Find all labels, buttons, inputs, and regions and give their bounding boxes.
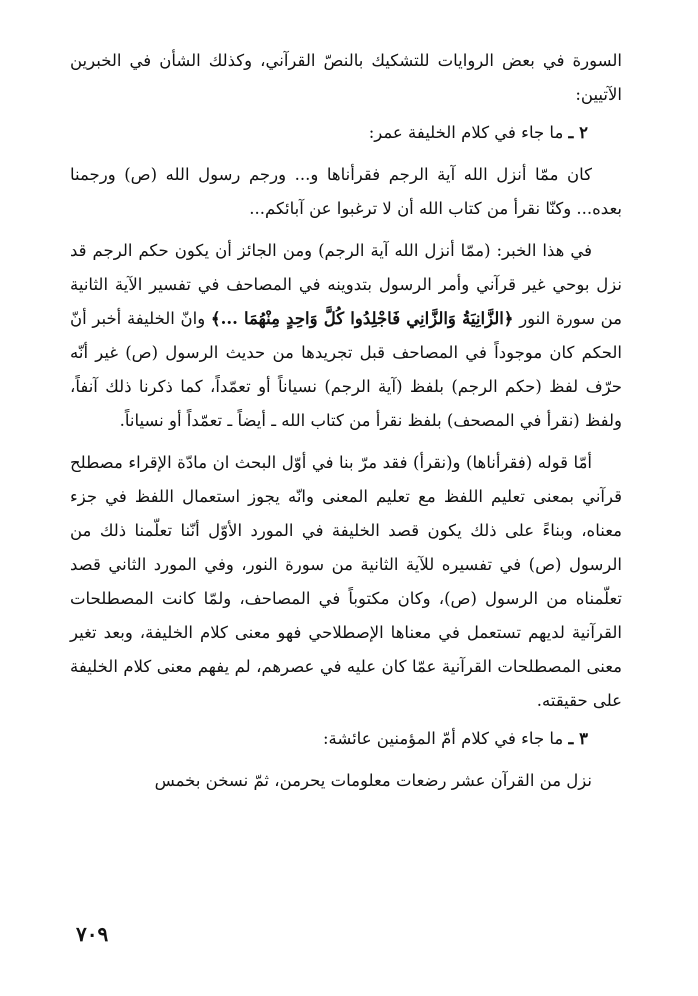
paragraph-aisha-text: نزل من القرآن عشر رضعات معلومات يحرمن، ثمّ نسخن بخمس <box>154 771 592 790</box>
section-heading-2 <box>70 116 622 150</box>
paragraph-iqra-text: أمّا قوله (فقرأناها) و(نقرأ) فقد مرّ بنا في أوّل البحث ان مادّة الإقراء مصطلح قرآني بمعنى تعليم اللفظ مع تعليم المعنى وانّه يجوز استعمال اللفظ في جزء معناه، وبناءً على ذلك يكون قصد الخليفة في المورد الأوّل أنّنا تعلّمنا ذلك من الرسول (ص) في تفسيره للآية الثانية من سورة النور، وفي المورد الثاني قصد تعلّمناه من الرسول (ص)، وكان مكتوباً في المصاحف، ولمّا كانت المصطلحات القرآنية لديهم تستعمل في معناها الإصطلاحي فهو معنى كلام الخليفة، وبعد تغير معنى المصطلحات القرآنية عمّا كان عليه في عصرهم، لم يفهم معنى كلام الخليفة على حقيقته. <box>70 453 622 710</box>
section-title-3: ما جاء في كلام أمّ المؤمنين عائشة: <box>322 729 564 748</box>
paragraph-iqra <box>70 446 622 718</box>
paragraph-intro: السورة في بعض الروايات للتشكيك بالنصّ القرآني، وكذلك الشأن في الخبرين الآتيين: <box>70 51 622 104</box>
quote-omar-text: كان ممّا أنزل الله آية الرجم فقرأناها و... ورجم رسول الله (ص) ورجمنا بعده... وكنّا نقرأ من كتاب الله أن لا ترغبوا عن آبائكم... <box>70 165 622 218</box>
page-number: ٧٠٩ <box>76 922 109 946</box>
analysis-paragraph <box>70 234 622 438</box>
section-number-3: ٣ ـ <box>568 729 588 748</box>
section-title-2: ما جاء في كلام الخليفة عمر: <box>368 123 564 142</box>
section-number-2: ٢ ـ <box>568 123 588 142</box>
quote-omar <box>70 158 622 226</box>
analysis-after-verse: وانّ الخليفة أخبر أنّ الحكم كان موجوداً في المصاحف قبل تجريدها من حديث الرسول (ص) غير أنّه حرّف لفظ (حكم الرجم) بلفظ (آية الرجم) نسياناً أو تعمّداً، كما ذكرنا ذلك آنفاً، ولفظ (نقرأ في المصحف) بلفظ نقرأ من كتاب الله ـ أيضاً ـ تعمّداً أو نسياناً. <box>70 309 622 430</box>
paragraph-aisha <box>70 764 622 798</box>
document-body <box>70 44 622 798</box>
analysis-before-verse: في هذا الخبر: (ممّا أنزل الله آية الرجم) ومن الجائز أن يكون حكم الرجم قد نزل بوحي غير قرآني وأمر الرسول بتدوينه في المصاحف في تفسير الآية الثانية من سورة النور <box>70 241 623 328</box>
quran-verse: ﴿الزَّانِيَةُ وَالزَّانِي فَاجْلِدُوا كُلَّ وَاحِدٍ مِنْهُمَا ...﴾ <box>210 309 514 328</box>
section-heading-3 <box>70 722 622 756</box>
